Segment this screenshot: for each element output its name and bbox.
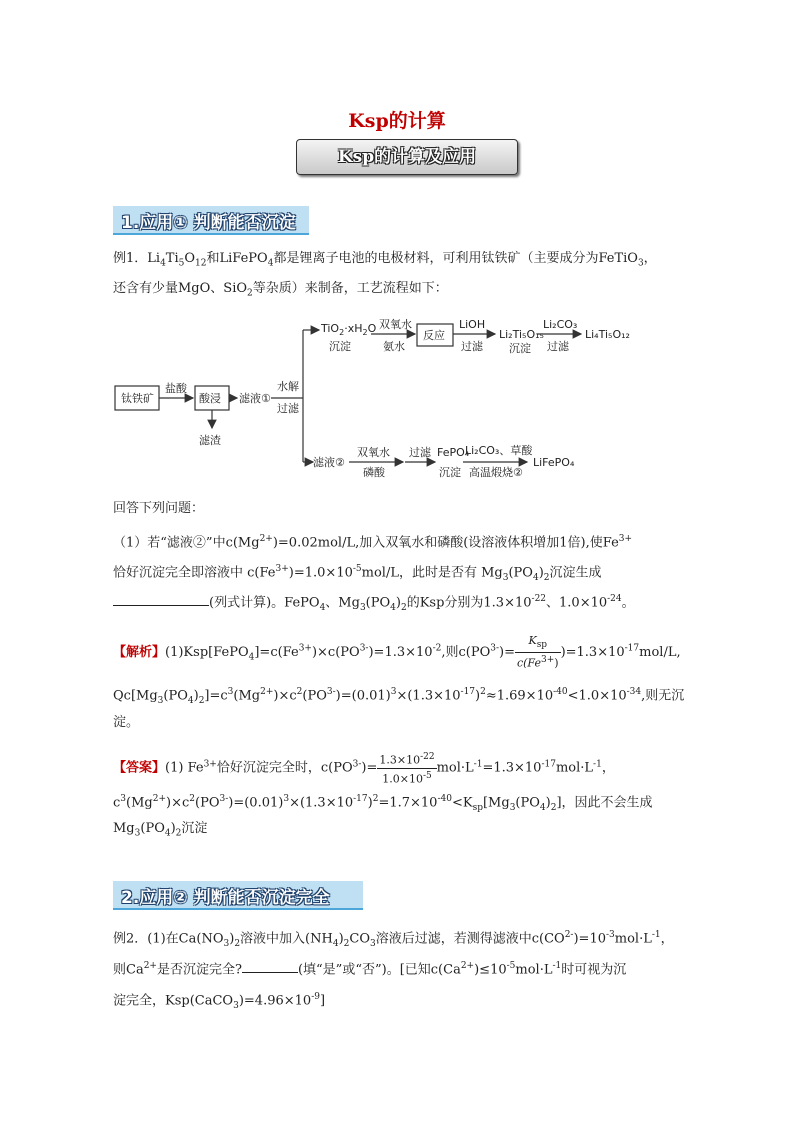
ex1-answer-line3: $Mg_3(PO_4)_2$沉淀: [113, 821, 208, 839]
ex1-intro-line1: 例1．$Li_4Ti_5O_{12}$和LiFePO$_4$都是锂离子电池的电极材料，可利用钛铁矿（主要成分为FeTiO$_3$，: [113, 251, 657, 269]
ksp-fraction: $\frac{K_{sp}}{c(Fe^{3+})}$: [516, 634, 559, 670]
flow-tio2: $TiO_2\cdot xH_2O$: [321, 322, 377, 337]
ex2-line2: 则$Ca^{2+}$是否沉淀完全? (填“是”或“否”)。[已知$c(Ca^{2+})\le 10^{-5}mol\cdot L^{-1}$时可视为沉: [113, 956, 683, 980]
flow-hydrolysis: 水解: [277, 380, 299, 393]
ex1-analysis-line3: 淀。: [113, 715, 140, 730]
flow-filter: 过滤: [277, 402, 299, 415]
answer-blank-1[interactable]: [113, 591, 209, 606]
flow-calcine: 高温煅烧②: [469, 466, 523, 479]
flow-residue: 滤渣: [199, 434, 221, 447]
ex1-answer-line1: 【答案】(1) $Fe^{3+}$恰好沉淀完全时，$c(PO^{3-})=$ $\frac{1.3\times 10^{-22}}{1.0\times 10^{-5}}$ $mol\cdot L^{-1}=1.3\times 10^{-17}mol\cdot L^{-1}$，: [113, 752, 615, 786]
ex1-prompt: 回答下列问题：: [113, 501, 205, 516]
process-flow-diagram: [113, 310, 673, 485]
ex1-answer-line2: $c^3(Mg^{2+})\times c^2(PO^{3-})=(0.01)^3\times(1.3\times 10^{-17})^2=1.7\times 10^{-40}<K_{sp}[Mg_3(PO_4)_2]$，因此不会生成: [113, 794, 653, 813]
section-header-2-text: 2.应用② 判断能否沉淀完全: [121, 888, 330, 908]
flow-filter2: 过滤: [461, 340, 483, 353]
flow-li4ti5: Li₄Ti₅O₁₂: [585, 328, 630, 341]
flow-reaction: 反应: [423, 329, 445, 342]
flow-li2co3: Li₂CO₃: [543, 318, 578, 331]
flow-phos: 磷酸: [363, 466, 385, 479]
flow-lioh: LiOH: [459, 318, 486, 331]
flow-hcl: 盐酸: [165, 382, 187, 395]
topic-banner: Ksp的计算及应用: [296, 139, 518, 175]
ex1-analysis-line1: 【解析】$(1)Ksp[FePO_4]=c(Fe^{3+})\times c(PO^{3-})=1.3\times 10^{-2}$,则$c(PO^{3-})=$ $\frac{K_{sp}}{c(Fe^{3+})}$ )$=1.3\times 10^{-17}mol/L$,: [113, 634, 681, 670]
flow-filter4: 过滤: [409, 446, 431, 459]
ex1-analysis-line2: $Qc[Mg_3(PO_4)_2]=c^3(Mg^{2+})\times c^2(PO^{3-})=(0.01)^3\times(1.3\times 10^{-17})^2\approx 1.69\times 10^{-40}<1.0\times 10^{-34}$,则无沉: [113, 687, 685, 706]
section-header-1-text: 1.应用① 判断能否沉淀: [121, 213, 296, 233]
flow-h2o2b: 双氧水: [357, 446, 390, 459]
answer-blank-2[interactable]: [242, 958, 298, 973]
ex2-line3: 淀完全，$Ksp(CaCO_3)=4.96\times 10^{-9}$]: [113, 992, 326, 1011]
flow-li2co3b: Li₂CO₃、草酸: [465, 444, 533, 457]
flow-fepo4: FePO₄: [437, 446, 470, 459]
ex1-q1-line1: （1）若“滤液②”中$c(Mg^{2+})=0.02mol/L$,加入双氧水和磷酸(设溶液体积增加1倍),使$Fe^{3+}$: [113, 534, 633, 551]
ex2-line1: 例2．(1)在$Ca(NO_3)_2$溶液中加入$(NH_4)_2CO_3$溶液后过滤，若测得滤液中$c(CO^{2-})=10^{-3}mol\cdot L^{-1}$，: [113, 930, 674, 949]
flow-filtrate2: 滤液②: [313, 456, 345, 469]
flow-precip2: 沉淀: [509, 342, 531, 355]
ex1-q1-line2: 恰好沉淀完全即溶液中 $c(Fe^{3+})=1.0\times 10^{-5}mol/L$，此时是否有 $Mg_3(PO_4)_2$沉淀生成: [113, 564, 602, 583]
flow-li2ti5: Li₂Ti₅O₁₅: [499, 328, 544, 341]
page-title: Ksp的计算: [348, 110, 446, 132]
flow-precip: 沉淀: [329, 340, 351, 353]
ex1-intro-line2: 还含有少量MgO、SiO$_2$等杂质）来制备，工艺流程如下：: [113, 281, 448, 299]
flow-leach: 酸浸: [199, 392, 221, 405]
flow-ore: 钛铁矿: [121, 392, 154, 405]
answer-fraction: $\frac{1.3\times 10^{-22}}{1.0\times 10^{-5}}$: [379, 752, 435, 786]
flow-ammonia: 氨水: [383, 340, 405, 353]
flow-precip3: 沉淀: [439, 466, 461, 479]
flow-filtrate1: 滤液①: [239, 392, 271, 405]
flow-h2o2: 双氧水: [379, 318, 412, 331]
flow-lifepo4: LiFePO₄: [533, 456, 575, 469]
flow-filter3: 过滤: [547, 340, 569, 353]
ex1-q1-line3: (列式计算)。FePO$_4$、$Mg_3(PO_4)_2$的Ksp分别为$1.3\times 10^{-22}$、$1.0\times 10^{-24}$。: [113, 589, 683, 618]
